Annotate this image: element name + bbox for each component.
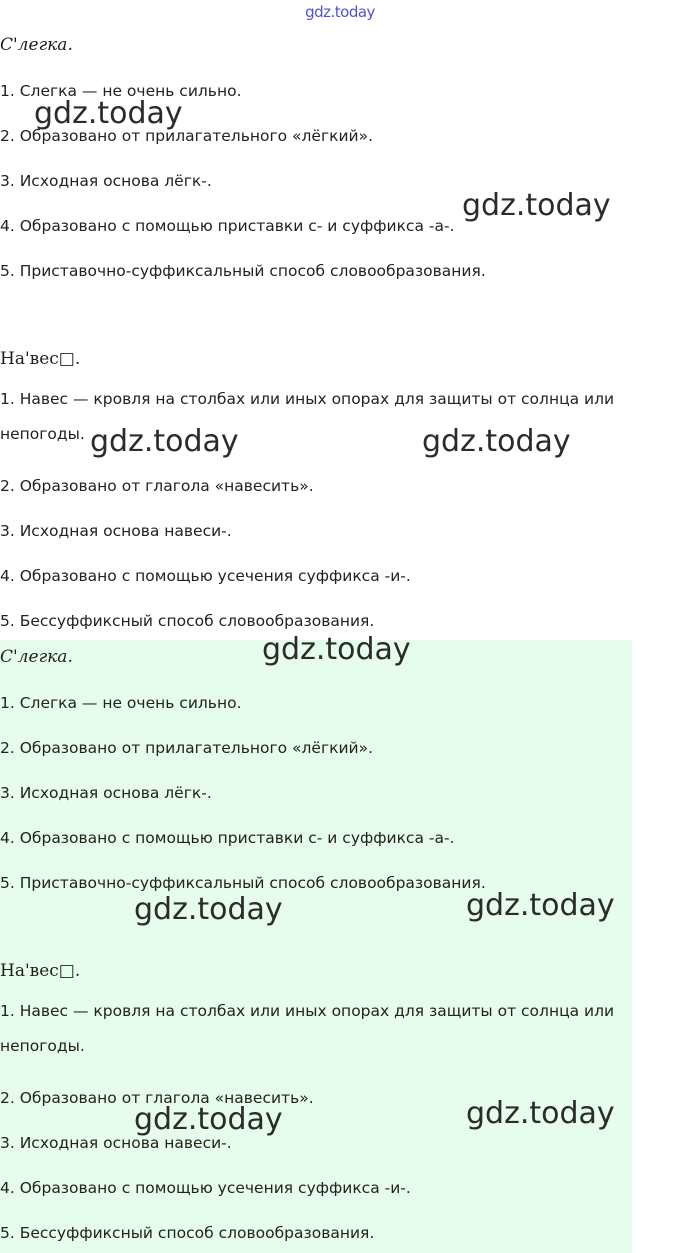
analysis-line: 3. Исходная основа лёгк-. — [0, 784, 212, 802]
watermark: gdz.today — [90, 424, 239, 459]
analysis-line: 2. Образовано от прилагательного «лёгкий». — [0, 739, 374, 757]
watermark: gdz.today — [262, 632, 411, 667]
word-analysis-naves-highlighted — [0, 958, 660, 1244]
word-analysis-naves — [0, 346, 660, 632]
word-analysis-slegka-highlighted — [0, 644, 660, 894]
analysis-line: 4. Образовано с помощью приставки с- и суффикса -а-. — [0, 829, 455, 847]
analysis-line: 5. Приставочно-суффиксальный способ словообразования. — [0, 262, 486, 280]
watermark: gdz.today — [466, 888, 615, 923]
word-analysis-slegka — [0, 32, 660, 282]
watermark: gdz.today — [466, 1096, 615, 1131]
morpheme-word: На'вес□. — [0, 961, 81, 981]
watermark: gdz.today — [422, 424, 571, 459]
analysis-line: 3. Исходная основа навеси-. — [0, 522, 232, 540]
morpheme-word: С'легка. — [0, 35, 73, 55]
analysis-line: 5. Приставочно-суффиксальный способ словообразования. — [0, 874, 486, 892]
analysis-line: 1. Слегка — не очень сильно. — [0, 82, 242, 100]
analysis-line: 1. Навес — кровля на столбах или иных опорах для защиты от солнца или непогоды. — [0, 390, 615, 443]
analysis-line: 1. Навес — кровля на столбах или иных опорах для защиты от солнца или непогоды. — [0, 1002, 615, 1055]
analysis-line: 4. Образовано с помощью приставки с- и суффикса -а-. — [0, 217, 455, 235]
morpheme-word: С'легка. — [0, 647, 73, 667]
site-logo[interactable]: gdz.today — [305, 3, 375, 21]
analysis-line: 5. Бессуффиксный способ словообразования. — [0, 1224, 375, 1242]
analysis-line: 1. Слегка — не очень сильно. — [0, 694, 242, 712]
watermark: gdz.today — [134, 892, 283, 927]
analysis-line: 2. Образовано от глагола «навесить». — [0, 1089, 314, 1107]
analysis-line: 3. Исходная основа навеси-. — [0, 1134, 232, 1152]
analysis-line: 2. Образовано от прилагательного «лёгкий». — [0, 127, 374, 145]
analysis-line: 4. Образовано с помощью усечения суффикса -и-. — [0, 567, 411, 585]
morpheme-word: На'вес□. — [0, 349, 81, 369]
analysis-line: 2. Образовано от глагола «навесить». — [0, 477, 314, 495]
watermark: gdz.today — [462, 188, 611, 223]
analysis-line: 3. Исходная основа лёгк-. — [0, 172, 212, 190]
analysis-line: 5. Бессуффиксный способ словообразования. — [0, 612, 375, 630]
analysis-line: 4. Образовано с помощью усечения суффикса -и-. — [0, 1179, 411, 1197]
watermark: gdz.today — [134, 1102, 283, 1137]
watermark: gdz.today — [34, 96, 183, 131]
